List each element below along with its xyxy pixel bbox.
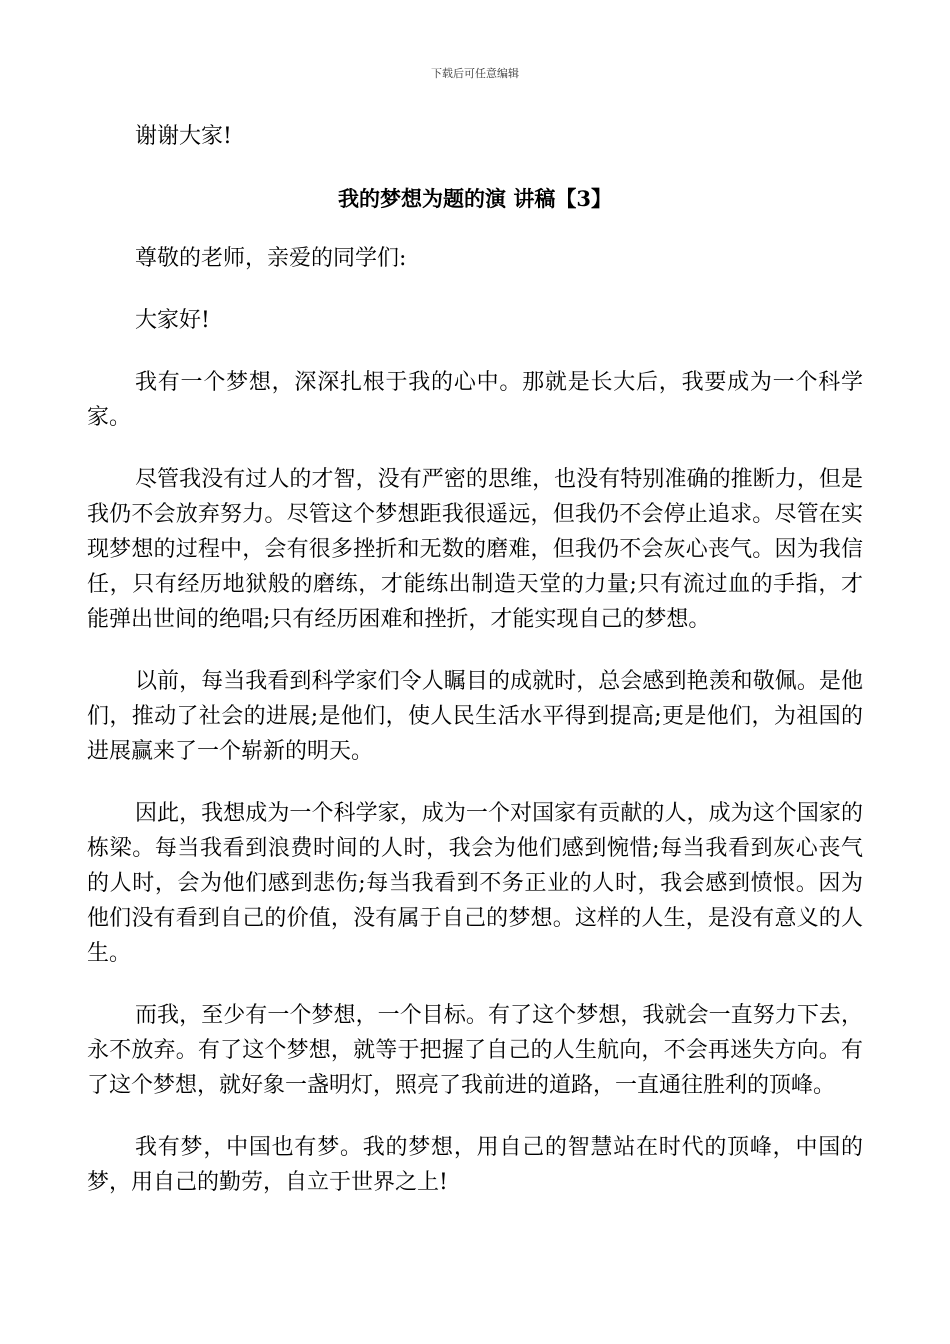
document-body xyxy=(87,119,863,1227)
salutation: 尊敬的老师，亲爱的同学们: xyxy=(135,246,407,271)
paragraph: 我有梦，中国也有梦。我的梦想，用自己的智慧站在时代的顶峰，中国的梦，用自己的勤劳，自立于世界之上! xyxy=(87,1135,863,1195)
paragraph: 尽管我没有过人的才智，没有严密的思维，也没有特别准确的推断力，但是我仍不会放弃努力。尽管这个梦想距我很遥远，但我仍不会停止追求。尽管在实现梦想的过程中，会有很多挫折和无数的磨难，但我仍不会灰心丧气。因为我信任，只有经历地狱般的磨练，才能练出制造天堂的力量;只有流过血的手指，才能弹出世间的绝唱;只有经历困难和挫折，才能实现自己的梦想。 xyxy=(87,467,863,632)
closing-line: 谢谢大家! xyxy=(135,124,232,149)
greeting: 大家好! xyxy=(135,308,210,333)
speech-title: 我的梦想为题的演 讲稿【3】 xyxy=(338,186,612,211)
paragraph: 以前，每当我看到科学家们令人瞩目的成就时，总会感到艳羡和敬佩。是他们，推动了社会的进展;是他们，使人民生活水平得到提高;更是他们，为祖国的进展赢来了一个崭新的明天。 xyxy=(87,669,863,764)
paragraph: 我有一个梦想，深深扎根于我的心中。那就是长大后，我要成为一个科学家。 xyxy=(87,370,863,430)
paragraph: 而我，至少有一个梦想，一个目标。有了这个梦想，我就会一直努力下去，永不放弃。有了这个梦想，就等于把握了自己的人生航向，不会再迷失方向。有了这个梦想，就好象一盏明灯，照亮了我前进的道路，一直通往胜利的顶峰。 xyxy=(87,1003,863,1098)
paragraph: 因此，我想成为一个科学家，成为一个对国家有贡献的人，成为这个国家的栋梁。每当我看到浪费时间的人时，我会为他们感到惋惜;每当我看到灰心丧气的人时，会为他们感到悲伤;每当我看到不务正业的人时，我会感到愤恨。因为他们没有看到自己的价值，没有属于自己的梦想。这样的人生，是没有意义的人生。 xyxy=(87,801,863,966)
header-note: 下载后可任意编辑 xyxy=(431,67,519,80)
